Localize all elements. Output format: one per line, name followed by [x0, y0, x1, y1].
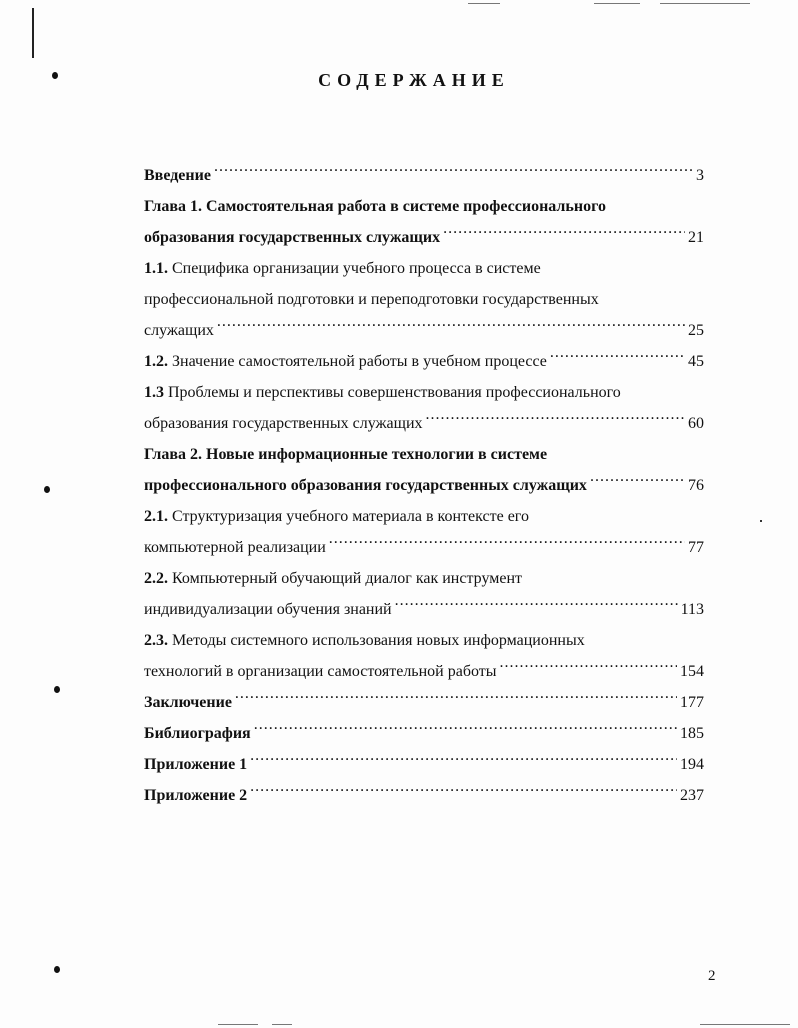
toc-page-ref: 3: [696, 167, 704, 184]
toc-title-text: профессиональной подготовки и переподготовки государственных: [144, 291, 599, 308]
toc-page-ref: 194: [680, 756, 704, 773]
toc-page-ref: 45: [688, 353, 704, 370]
toc-title-text: образования государственных служащих: [144, 415, 423, 432]
toc-entry-line: [144, 625, 704, 656]
toc-entry-text: [144, 749, 247, 780]
toc-entry-text: [144, 191, 606, 222]
toc-page-ref: 177: [680, 694, 704, 711]
toc-entry-text: [144, 625, 585, 656]
toc-page-ref: 21: [688, 229, 704, 246]
binding-hole-mark: [54, 966, 60, 973]
toc-leader-dots: [217, 321, 685, 335]
page-title: СОДЕРЖАНИЕ: [318, 70, 510, 90]
toc-page-ref: 60: [688, 415, 704, 432]
toc-entry-text: [144, 501, 529, 532]
toc-title-text: Приложение 1: [144, 756, 248, 773]
toc-entry-line: [144, 284, 704, 315]
toc-entry-text: [144, 532, 326, 563]
scan-edge-mark: [468, 3, 500, 4]
binding-hole-mark: [44, 486, 50, 493]
toc-entry-text: [144, 377, 621, 408]
scan-edge-mark: [218, 1024, 258, 1025]
binding-hole-mark: [54, 686, 60, 693]
scan-edge-mark: [660, 3, 750, 4]
toc-section-number: 2.3.: [144, 632, 168, 649]
toc-page-ref: 154: [680, 663, 704, 680]
toc-entry-text: [144, 346, 547, 377]
toc-entry-text: [144, 253, 541, 284]
table-of-contents: [144, 160, 704, 811]
toc-entry-text: [144, 470, 587, 501]
scan-margin-line: [32, 8, 34, 58]
toc-entry-text: [144, 594, 392, 625]
scan-edge-mark: [272, 1024, 292, 1025]
toc-entry-line: [144, 563, 704, 594]
toc-title-text: Компьютерный обучающий диалог как инструмент: [172, 570, 523, 587]
toc-section-number: 1.3: [144, 384, 164, 401]
page-number: 2: [708, 968, 716, 984]
toc-entry-line: [144, 408, 704, 439]
toc-leader-dots: [500, 662, 678, 676]
toc-leader-dots: [254, 724, 677, 738]
toc-section-number: 1.1.: [144, 260, 168, 277]
toc-entry-text: [144, 563, 522, 594]
toc-title-text: Проблемы и перспективы совершенствования профессионального: [168, 384, 621, 401]
toc-title-text: Значение самостоятельной работы в учебном процессе: [172, 353, 547, 370]
toc-leader-dots: [329, 538, 685, 552]
toc-entry-line: [144, 439, 704, 470]
toc-title-text: индивидуализации обучения знаний: [144, 601, 392, 618]
toc-leader-dots: [250, 786, 677, 800]
toc-title-text: Приложение 2: [144, 787, 248, 804]
toc-page-ref: 113: [680, 601, 704, 618]
toc-title-text: Глава 2. Новые информационные технологии в системе: [144, 446, 548, 463]
toc-page-ref: 25: [688, 322, 704, 339]
toc-leader-dots: [550, 352, 685, 366]
toc-title-text: компьютерной реализации: [144, 539, 326, 556]
toc-entry-text: [144, 284, 599, 315]
toc-entry-line: [144, 470, 704, 501]
toc-entry-line: [144, 749, 704, 780]
toc-title-text: Глава 1. Самостоятельная работа в системе профессионального: [144, 198, 606, 215]
toc-page-ref: 77: [688, 539, 704, 556]
toc-title-text: Методы системного использования новых информационных: [172, 632, 585, 649]
toc-leader-dots: [214, 166, 693, 180]
scan-edge-mark: [594, 3, 640, 4]
toc-section-number: 2.1.: [144, 508, 168, 525]
toc-title-text: Специфика организации учебного процесса в системе: [172, 260, 541, 277]
toc-leader-dots: [426, 414, 685, 428]
toc-title-text: Введение: [144, 167, 211, 184]
toc-entry-line: [144, 253, 704, 284]
toc-entry-text: [144, 315, 214, 346]
toc-leader-dots: [590, 476, 685, 490]
toc-leader-dots: [235, 693, 677, 707]
toc-leader-dots: [250, 755, 677, 769]
toc-section-number: 2.2.: [144, 570, 168, 587]
toc-entry-text: [144, 160, 211, 191]
toc-entry-line: [144, 780, 704, 811]
toc-title-text: образования государственных служащих: [144, 229, 441, 246]
toc-section-number: 1.2.: [144, 353, 168, 370]
toc-entry-line: [144, 160, 704, 191]
toc-leader-dots: [443, 228, 685, 242]
toc-entry-text: [144, 408, 423, 439]
toc-entry-text: [144, 687, 232, 718]
toc-title-text: технологий в организации самостоятельной работы: [144, 663, 497, 680]
toc-entry-line: [144, 191, 704, 222]
toc-entry-line: [144, 377, 704, 408]
toc-entry-line: [144, 346, 704, 377]
toc-entry-line: [144, 222, 704, 253]
toc-entry-text: [144, 222, 440, 253]
toc-entry-line: [144, 687, 704, 718]
toc-entry-text: [144, 439, 547, 470]
toc-title-text: профессионального образования государственных служащих: [144, 477, 587, 494]
toc-entry-text: [144, 780, 247, 811]
toc-entry-line: [144, 718, 704, 749]
toc-page-ref: 185: [680, 725, 704, 742]
toc-title-text: Библиография: [144, 725, 251, 742]
toc-entry-text: [144, 718, 251, 749]
toc-entry-line: [144, 315, 704, 346]
toc-entry-line: [144, 656, 704, 687]
scan-edge-mark: [700, 1024, 790, 1025]
toc-entry-line: [144, 594, 704, 625]
scan-speck: [760, 520, 762, 522]
toc-entry-line: [144, 501, 704, 532]
toc-entry-line: [144, 532, 704, 563]
toc-title-text: Структуризация учебного материала в контексте его: [172, 508, 529, 525]
toc-entry-text: [144, 656, 497, 687]
toc-page-ref: 76: [688, 477, 704, 494]
toc-title-text: Заключение: [144, 694, 232, 711]
toc-page-ref: 237: [680, 787, 704, 804]
toc-title-text: служащих: [144, 322, 214, 339]
toc-leader-dots: [395, 600, 678, 614]
